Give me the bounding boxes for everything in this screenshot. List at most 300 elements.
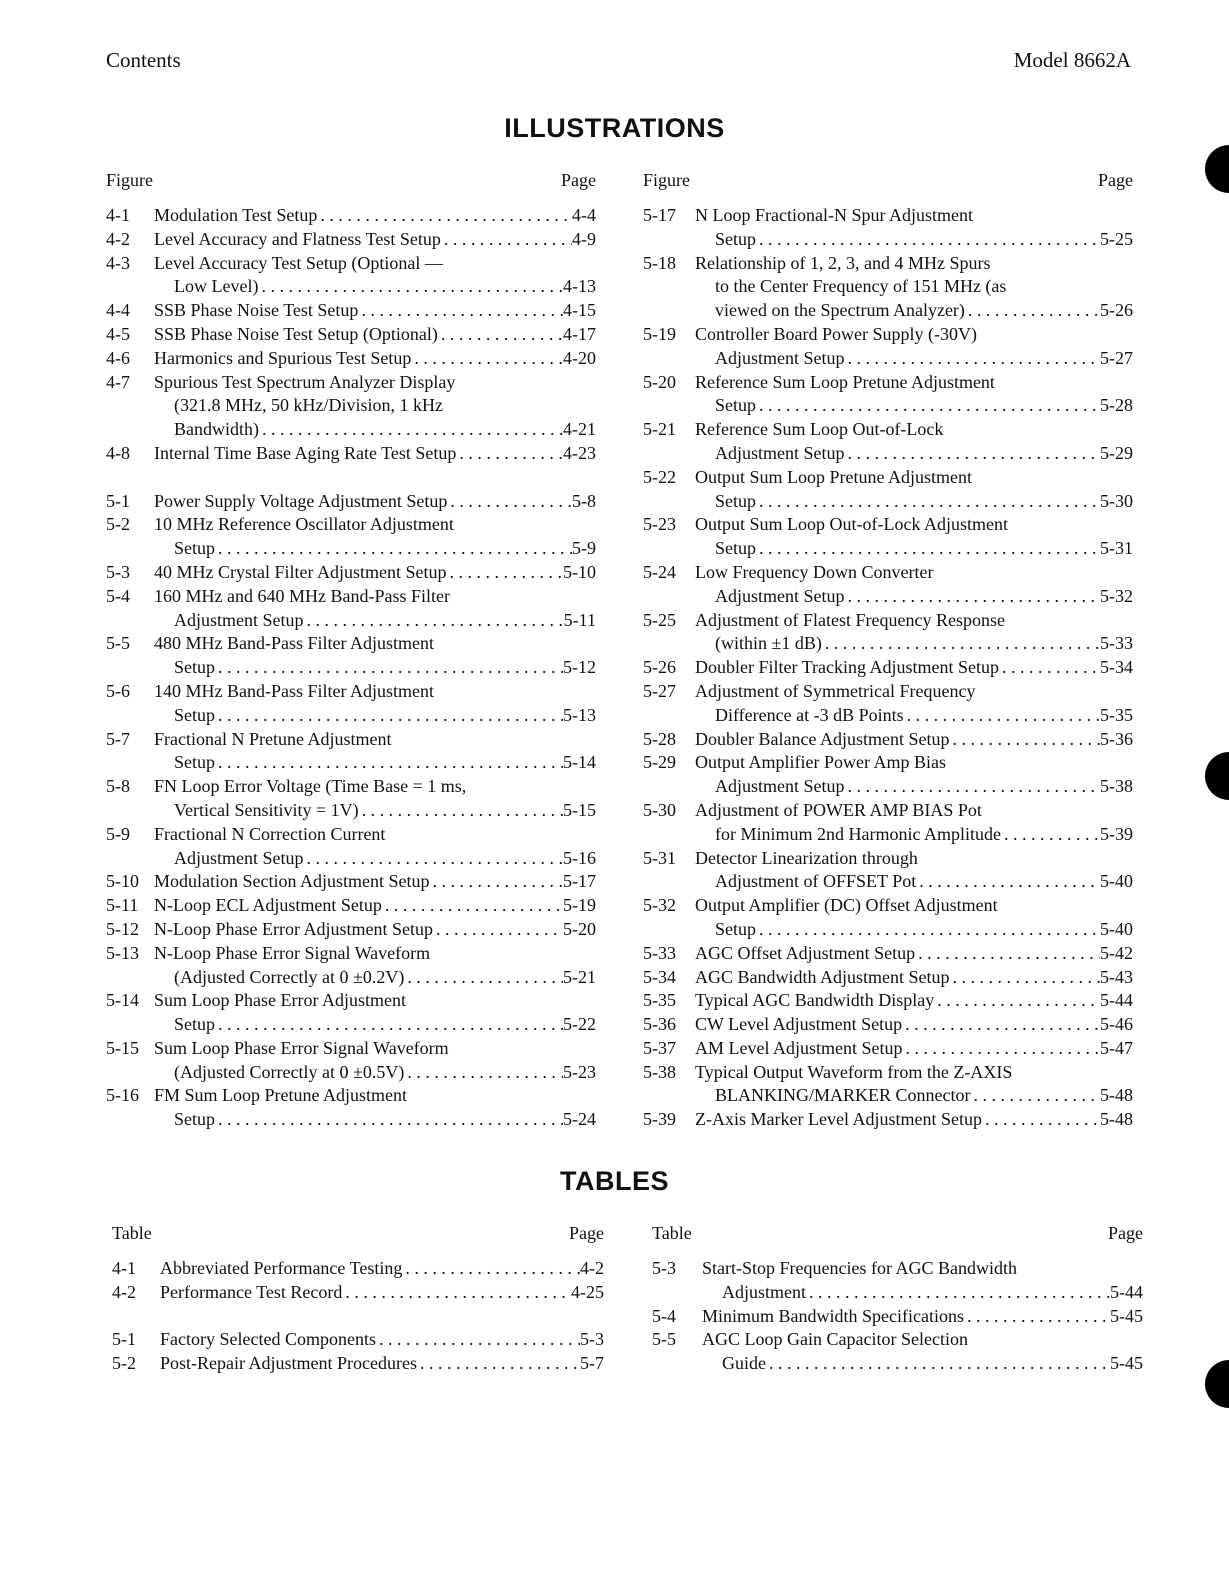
entry-title-line: Output Amplifier (DC) Offset Adjustment <box>695 895 998 916</box>
toc-entry[interactable] <box>643 204 1133 252</box>
entry-title-line: 160 MHz and 640 MHz Band-Pass Filter <box>154 585 450 606</box>
entry-title-line <box>695 228 1133 252</box>
entry-page-number: 5-22 <box>563 1014 596 1035</box>
entry-title-text: (Adjusted Correctly at 0 ±0.5V) <box>174 1061 405 1082</box>
toc-entry[interactable] <box>643 1108 1133 1132</box>
dot-leader <box>950 966 1100 990</box>
toc-entry[interactable] <box>112 1328 604 1352</box>
entry-number: 4-2 <box>112 1281 136 1302</box>
toc-entry[interactable] <box>106 989 596 1037</box>
entry-body <box>154 585 596 633</box>
entry-title-line <box>695 632 1133 656</box>
entry-title-text: Performance Test Record <box>160 1281 343 1302</box>
entry-body <box>695 418 1133 466</box>
dot-leader <box>215 537 572 561</box>
entry-body <box>154 1037 596 1085</box>
entry-title-line <box>695 1037 1133 1061</box>
entry-page-number: 5-26 <box>1100 300 1133 321</box>
entry-title-text: Setup <box>715 228 757 249</box>
entry-title-text: Modulation Test Setup <box>154 205 318 225</box>
entry-title-line <box>154 1108 596 1132</box>
toc-entry[interactable] <box>643 371 1133 419</box>
toc-entry[interactable] <box>643 513 1133 561</box>
toc-entry[interactable] <box>643 847 1133 895</box>
entry-title-line <box>695 1108 1133 1132</box>
toc-entry[interactable] <box>643 989 1133 1013</box>
toc-entry[interactable] <box>643 418 1133 466</box>
dot-leader <box>417 1352 580 1376</box>
entry-title-text: AGC Bandwidth Adjustment Setup <box>695 966 950 987</box>
entry-title-line <box>695 299 1133 323</box>
entry-page-number: 5-38 <box>1100 776 1133 797</box>
toc-entry[interactable] <box>106 299 596 323</box>
figure-list <box>106 204 596 1132</box>
entry-page-number: 5-7 <box>580 1353 604 1374</box>
toc-entry[interactable] <box>643 252 1133 323</box>
entry-body <box>695 204 1133 252</box>
dot-leader <box>317 204 572 228</box>
entry-title-text: Doubler Filter Tracking Adjustment Setup <box>695 657 999 678</box>
header-left: Contents <box>106 48 181 72</box>
dot-leader <box>404 1061 563 1085</box>
illustrations-right-column <box>643 168 1133 1132</box>
entry-page-number: 5-27 <box>1100 347 1133 368</box>
toc-entry[interactable] <box>106 728 596 776</box>
entry-title-text: Harmonics and Spurious Test Setup <box>154 347 412 368</box>
dot-leader <box>1001 823 1100 847</box>
tables-heading: TABLES <box>560 1166 669 1196</box>
entry-number: 5-25 <box>643 609 676 630</box>
entry-number: 5-16 <box>106 1085 139 1106</box>
toc-entry[interactable] <box>652 1257 1143 1305</box>
dot-leader <box>402 1257 580 1281</box>
entry-title-line <box>695 394 1133 418</box>
dot-leader <box>756 918 1100 942</box>
entry-number: 5-30 <box>643 799 676 820</box>
entry-body <box>695 609 1133 657</box>
toc-entry[interactable] <box>106 680 596 728</box>
entry-page-number: 5-21 <box>563 966 596 987</box>
dot-leader <box>982 1108 1100 1132</box>
entry-title-text: 40 MHz Crystal Filter Adjustment Setup <box>154 561 447 582</box>
dot-leader <box>915 942 1100 966</box>
toc-entry[interactable] <box>106 632 596 680</box>
entry-page-number: 5-24 <box>563 1109 596 1130</box>
entry-title-line <box>154 1013 596 1037</box>
page-label: Page <box>561 170 596 190</box>
entry-title-line <box>695 1084 1133 1108</box>
entry-title-text: (Adjusted Correctly at 0 ±0.2V) <box>174 966 405 987</box>
entry-title-line <box>695 585 1133 609</box>
toc-entry[interactable] <box>643 1037 1133 1061</box>
entry-body <box>154 204 596 228</box>
entry-body <box>160 1328 604 1352</box>
entry-title-line: AGC Loop Gain Capacitor Selection <box>702 1329 968 1350</box>
entry-title-line <box>160 1257 604 1281</box>
dot-leader <box>215 1013 563 1037</box>
entry-page-number: 5-44 <box>1110 1281 1143 1302</box>
toc-entry[interactable] <box>106 823 596 871</box>
entry-body <box>702 1305 1143 1329</box>
entry-body <box>695 680 1133 728</box>
entry-body <box>695 371 1133 419</box>
dot-leader <box>215 656 563 680</box>
entry-title-text: Adjustment Setup <box>715 585 845 606</box>
entry-title-line <box>702 1281 1143 1305</box>
toc-entry[interactable] <box>652 1328 1143 1376</box>
toc-entry[interactable] <box>106 252 596 300</box>
entry-title-text: Level Accuracy and Flatness Test Setup <box>154 228 441 249</box>
entry-number: 5-38 <box>643 1061 676 1082</box>
toc-entry[interactable] <box>106 775 596 823</box>
toc-entry[interactable] <box>643 799 1133 847</box>
toc-entry[interactable] <box>643 1013 1133 1037</box>
entry-title-text: Adjustment Setup <box>715 776 845 797</box>
toc-entry[interactable] <box>106 585 596 633</box>
dot-leader <box>433 918 563 942</box>
toc-entry[interactable] <box>643 656 1133 680</box>
entry-title-text: CW Level Adjustment Setup <box>695 1014 903 1035</box>
toc-entry[interactable] <box>643 751 1133 799</box>
entry-page-number: 5-30 <box>1100 490 1133 511</box>
dot-leader <box>845 347 1101 371</box>
entry-title-text: Adjustment Setup <box>174 609 304 630</box>
entry-title-line: Fractional N Correction Current <box>154 823 386 844</box>
entry-page-number: 5-23 <box>563 1061 596 1082</box>
entry-title-line <box>160 1281 604 1305</box>
entry-title-line <box>154 228 596 252</box>
entry-title-line <box>154 537 596 561</box>
dot-leader <box>964 1305 1110 1329</box>
entry-title-line <box>695 490 1133 514</box>
entry-number: 4-3 <box>106 252 130 273</box>
entry-title-line <box>695 775 1133 799</box>
dot-leader <box>404 966 563 990</box>
entry-title-text: Minimum Bandwidth Specifications <box>702 1305 964 1326</box>
entry-title-text: Adjustment of OFFSET Pot <box>715 871 917 892</box>
entry-title-text: Setup <box>715 918 757 939</box>
toc-entry[interactable] <box>106 513 596 561</box>
entry-page-number: 4-9 <box>572 228 596 249</box>
entry-title-line <box>154 323 596 347</box>
entry-title-line: Adjustment of Symmetrical Frequency <box>695 680 976 701</box>
entry-title-line <box>154 490 596 514</box>
entry-page-number: 5-33 <box>1100 633 1133 654</box>
toc-entry[interactable] <box>112 1257 604 1281</box>
dot-leader <box>845 585 1101 609</box>
entry-body <box>154 870 596 894</box>
entry-number: 5-9 <box>106 823 130 844</box>
entry-title-line <box>695 347 1133 371</box>
entry-number: 4-7 <box>106 371 130 392</box>
entry-title-line <box>154 275 596 299</box>
entry-number: 5-21 <box>643 419 676 440</box>
entry-title-text: AGC Offset Adjustment Setup <box>695 942 916 963</box>
entry-number: 5-32 <box>643 895 676 916</box>
entry-title-line: Detector Linearization through <box>695 847 918 868</box>
entry-title-line: FN Loop Error Voltage (Time Base = 1 ms, <box>154 776 467 797</box>
entry-title-text: for Minimum 2nd Harmonic Amplitude <box>715 823 1001 844</box>
page-label: Page <box>569 1223 604 1243</box>
toc-entry[interactable] <box>106 561 596 585</box>
entry-number: 5-10 <box>106 871 139 892</box>
entry-number: 5-22 <box>643 466 676 487</box>
toc-entry[interactable] <box>106 323 596 347</box>
illustrations-heading: ILLUSTRATIONS <box>504 113 725 143</box>
entry-page-number: 5-47 <box>1100 1037 1133 1058</box>
toc-entry[interactable] <box>643 942 1133 966</box>
entry-title-line <box>154 966 596 990</box>
toc-entry[interactable] <box>643 323 1133 371</box>
entry-page-number: 4-21 <box>563 419 596 440</box>
entry-title-line: Start-Stop Frequencies for AGC Bandwidth <box>702 1258 1017 1278</box>
entry-title-line <box>695 823 1133 847</box>
entry-title-text: Adjustment Setup <box>715 442 845 463</box>
toc-entry[interactable] <box>106 371 596 442</box>
group-spacer <box>112 1305 604 1329</box>
entry-number: 5-37 <box>643 1037 676 1058</box>
dot-leader <box>382 894 563 918</box>
entry-page-number: 5-35 <box>1100 704 1133 725</box>
entry-title-line: 10 MHz Reference Oscillator Adjustment <box>154 514 454 535</box>
entry-body <box>154 228 596 252</box>
entry-title-text: Setup <box>715 538 757 559</box>
dot-leader <box>756 490 1100 514</box>
toc-entry[interactable] <box>106 942 596 990</box>
entry-page-number: 5-15 <box>563 799 596 820</box>
dot-leader <box>304 847 564 871</box>
entry-title-text: Low Level) <box>174 276 259 297</box>
entry-title-line <box>154 299 596 323</box>
dot-leader <box>756 394 1100 418</box>
dot-leader <box>359 799 563 823</box>
entry-title-line: Level Accuracy Test Setup (Optional — <box>154 252 443 273</box>
dot-leader <box>342 1281 571 1305</box>
entry-body <box>695 847 1133 895</box>
entry-page-number: 4-15 <box>563 300 596 321</box>
entry-title-text: Modulation Section Adjustment Setup <box>154 871 430 892</box>
entry-body <box>695 728 1133 752</box>
entry-body <box>695 894 1133 942</box>
toc-entry[interactable] <box>112 1352 604 1376</box>
entry-title-text: Adjustment <box>722 1281 806 1302</box>
entry-title-line: Reference Sum Loop Out-of-Lock <box>695 419 944 440</box>
page-label: Page <box>1108 1223 1143 1243</box>
entry-title-line <box>154 656 596 680</box>
entry-title-text: Setup <box>715 490 757 511</box>
entry-title-line: Output Amplifier Power Amp Bias <box>695 752 946 773</box>
dot-leader <box>447 561 564 585</box>
entry-title-text: Setup <box>174 1109 216 1130</box>
entry-page-number: 5-17 <box>563 871 596 892</box>
entry-title-line: 480 MHz Band-Pass Filter Adjustment <box>154 633 434 654</box>
toc-entry[interactable] <box>643 561 1133 609</box>
entry-page-number: 5-32 <box>1100 585 1133 606</box>
toc-entry[interactable] <box>106 1037 596 1085</box>
dot-leader <box>965 299 1100 323</box>
entry-number: 5-3 <box>106 561 130 582</box>
entry-number: 5-17 <box>643 205 676 225</box>
entry-title-text: Doubler Balance Adjustment Setup <box>695 728 950 749</box>
entry-title-line: to the Center Frequency of 151 MHz (as <box>715 276 1007 297</box>
toc-entry[interactable] <box>106 918 596 942</box>
entry-number: 5-15 <box>106 1037 139 1058</box>
entry-title-text: SSB Phase Noise Test Setup (Optional) <box>154 323 438 344</box>
entry-page-number: 5-12 <box>563 657 596 678</box>
entry-body <box>154 918 596 942</box>
entry-title-line <box>160 1352 604 1376</box>
entry-title-line <box>695 1013 1133 1037</box>
entry-page-number: 5-44 <box>1100 990 1133 1011</box>
entry-title-text: Typical AGC Bandwidth Display <box>695 990 935 1011</box>
entry-number: 4-6 <box>106 347 130 368</box>
figure-label: Figure <box>106 170 153 190</box>
dot-leader <box>756 228 1100 252</box>
toc-entry[interactable] <box>643 609 1133 657</box>
toc-entry[interactable] <box>112 1281 604 1305</box>
entry-title-text: N-Loop Phase Error Adjustment Setup <box>154 918 433 939</box>
entry-title-line: Adjustment of POWER AMP BIAS Pot <box>695 799 982 820</box>
entry-page-number: 4-13 <box>563 276 596 297</box>
entry-body <box>702 1257 1143 1305</box>
toc-entry[interactable] <box>106 228 596 252</box>
entry-title-line: (321.8 MHz, 50 kHz/Division, 1 kHz <box>174 395 443 416</box>
entry-number: 5-27 <box>643 680 676 701</box>
entry-title-line: Output Sum Loop Out-of-Lock Adjustment <box>695 514 1008 535</box>
entry-body <box>695 799 1133 847</box>
entry-number: 5-23 <box>643 514 676 535</box>
dot-leader <box>215 1108 563 1132</box>
dot-leader <box>441 228 572 252</box>
entry-body <box>154 299 596 323</box>
entry-number: 5-4 <box>652 1305 676 1326</box>
entry-body <box>154 680 596 728</box>
dot-leader <box>411 347 563 371</box>
toc-entry[interactable] <box>106 490 596 514</box>
table-list <box>652 1257 1143 1376</box>
entry-title-text: Setup <box>174 704 216 725</box>
dot-leader <box>822 632 1100 656</box>
toc-entry[interactable] <box>643 466 1133 514</box>
entry-title-text: AM Level Adjustment Setup <box>695 1037 903 1058</box>
dot-leader <box>766 1352 1110 1376</box>
entry-title-line: N Loop Fractional-N Spur Adjustment <box>695 205 973 225</box>
entry-title-text: Setup <box>174 752 216 773</box>
entry-number: 5-7 <box>106 728 130 749</box>
entry-title-text: Setup <box>174 538 216 559</box>
entry-body <box>695 656 1133 680</box>
toc-entry[interactable] <box>643 728 1133 752</box>
dot-leader <box>916 870 1100 894</box>
entry-body <box>154 632 596 680</box>
entry-body <box>154 989 596 1037</box>
entry-page-number: 4-23 <box>563 442 596 463</box>
entry-page-number: 5-31 <box>1100 538 1133 559</box>
entry-title-line: FM Sum Loop Pretune Adjustment <box>154 1085 408 1106</box>
toc-entry[interactable] <box>652 1305 1143 1329</box>
entry-title-line: Reference Sum Loop Pretune Adjustment <box>695 371 995 392</box>
entry-body <box>695 1037 1133 1061</box>
entry-page-number: 5-40 <box>1100 918 1133 939</box>
entry-title-text: Difference at -3 dB Points <box>715 704 904 725</box>
entry-title-line <box>154 442 596 466</box>
entry-body <box>695 751 1133 799</box>
entry-body <box>154 775 596 823</box>
entry-number: 4-2 <box>106 228 130 249</box>
entry-title-line: 140 MHz Band-Pass Filter Adjustment <box>154 680 434 701</box>
entry-body <box>695 323 1133 371</box>
entry-title-text: N-Loop ECL Adjustment Setup <box>154 895 382 916</box>
entry-page-number: 4-2 <box>580 1258 604 1278</box>
entry-title-text: Guide <box>722 1353 766 1374</box>
entry-title-line: N-Loop Phase Error Signal Waveform <box>154 942 431 963</box>
column-header <box>652 1221 1143 1257</box>
entry-title-text: SSB Phase Noise Test Setup <box>154 300 359 321</box>
illustrations-left-column <box>106 168 596 1132</box>
entry-title-text: Abbreviated Performance Testing <box>160 1258 403 1278</box>
entry-title-line: Controller Board Power Supply (-30V) <box>695 323 977 344</box>
entry-title-line <box>702 1305 1143 1329</box>
entry-title-text: Z-Axis Marker Level Adjustment Setup <box>695 1109 982 1130</box>
toc-entry[interactable] <box>106 347 596 371</box>
entry-number: 4-5 <box>106 323 130 344</box>
entry-number: 5-29 <box>643 752 676 773</box>
entry-title-line: Adjustment of Flatest Frequency Response <box>695 609 1005 630</box>
column-header <box>106 168 596 204</box>
entry-number: 5-4 <box>106 585 130 606</box>
figure-label: Figure <box>643 170 690 190</box>
dot-leader <box>845 442 1101 466</box>
toc-entry[interactable] <box>106 1084 596 1132</box>
entry-number: 5-13 <box>106 942 139 963</box>
entry-number: 5-35 <box>643 990 676 1011</box>
entry-number: 5-12 <box>106 918 139 939</box>
entry-number: 5-5 <box>652 1329 676 1350</box>
entry-body <box>154 323 596 347</box>
entry-page-number: 5-8 <box>572 490 596 511</box>
entry-number: 5-14 <box>106 990 139 1011</box>
entry-number: 5-3 <box>652 1258 676 1278</box>
entry-body <box>154 252 596 300</box>
entry-body <box>154 894 596 918</box>
toc-entry[interactable] <box>643 1061 1133 1109</box>
entry-body <box>154 561 596 585</box>
toc-entry[interactable] <box>106 442 596 466</box>
entry-title-text: Setup <box>715 395 757 416</box>
toc-entry[interactable] <box>106 894 596 918</box>
entry-number: 5-19 <box>643 323 676 344</box>
entry-number: 5-20 <box>643 371 676 392</box>
entry-page-number: 4-4 <box>572 205 596 225</box>
toc-entry[interactable] <box>106 204 596 228</box>
entry-title-line <box>695 704 1133 728</box>
toc-entry[interactable] <box>643 894 1133 942</box>
entry-number: 5-1 <box>112 1329 136 1350</box>
toc-entry[interactable] <box>106 870 596 894</box>
entry-page-number: 5-16 <box>563 847 596 868</box>
entry-page-number: 5-14 <box>563 752 596 773</box>
entry-body <box>695 513 1133 561</box>
toc-entry[interactable] <box>643 966 1133 990</box>
entry-page-number: 4-25 <box>571 1281 604 1302</box>
dot-leader <box>304 609 564 633</box>
dot-leader <box>447 490 572 514</box>
entry-page-number: 4-20 <box>563 347 596 368</box>
entry-number: 4-8 <box>106 442 130 463</box>
entry-title-line <box>695 728 1133 752</box>
toc-entry[interactable] <box>643 680 1133 728</box>
entry-page-number: 5-40 <box>1100 871 1133 892</box>
